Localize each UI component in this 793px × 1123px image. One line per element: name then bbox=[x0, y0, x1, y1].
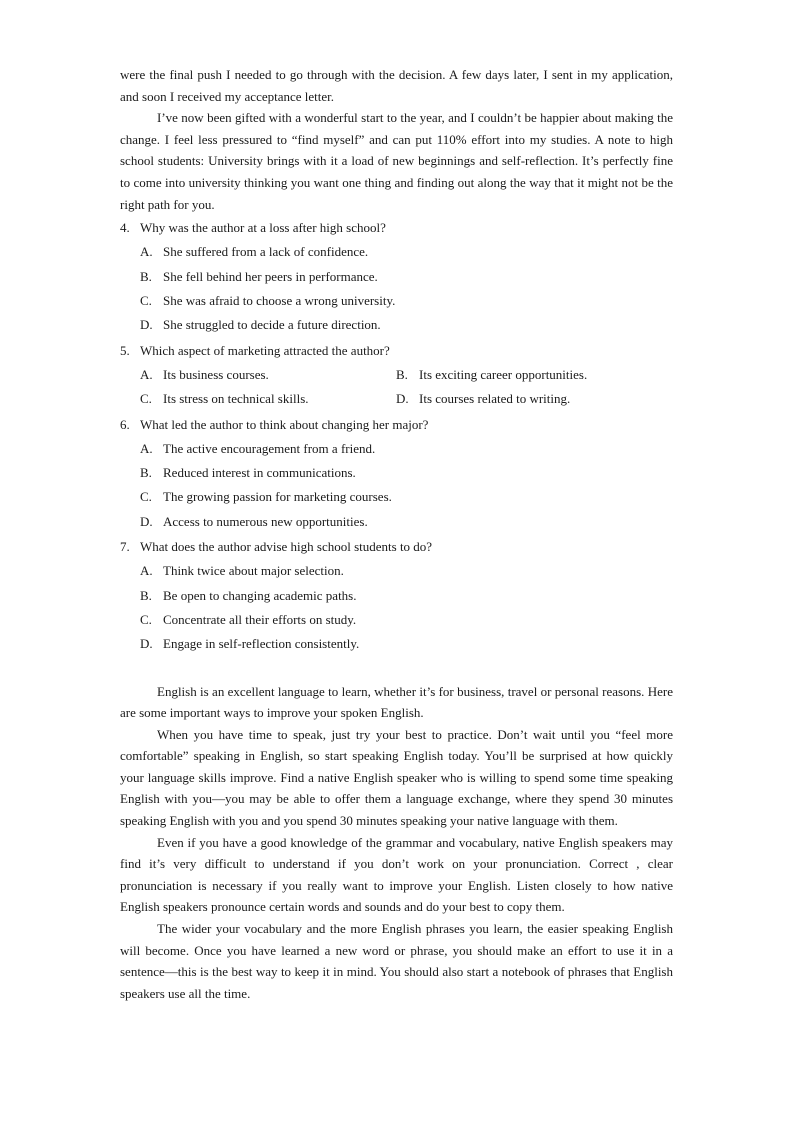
option-letter: C. bbox=[140, 391, 152, 407]
option-text: Its courses related to writing. bbox=[419, 391, 571, 407]
document-page bbox=[120, 64, 673, 1004]
option-row bbox=[120, 363, 673, 387]
option-text: The growing passion for marketing courses. bbox=[163, 489, 392, 505]
question-stem bbox=[120, 216, 673, 240]
option-text: She suffered from a lack of confidence. bbox=[163, 244, 369, 260]
question-number: 7. bbox=[120, 539, 130, 555]
passage2-paragraph: When you have time to speak, just try your best to practice. Don’t wait until you “feel more comfortable” speaking in English, so start speaking English today. You’ll be surprised at how quickly your language skills improve. Find a native English speaker who is willing to spend some time speaking English with you—you may be able to offer them a language exchange, where they spend 30 minutes speaking English with you and you spend 30 minutes speaking your native language with them. bbox=[120, 726, 673, 829]
question-6 bbox=[120, 413, 673, 534]
passage1-paragraph: I’ve now been gifted with a wonderful start to the year, and I couldn’t be happier about making the change. I feel less pressured to “find myself” and can put 110% effort into my studies. A note to high school students: University brings with it a load of new beginnings and self-reflection. It’s perfectly fine to come into university thinking you want one thing and finding out along the way that it might not be the right path for you. bbox=[120, 110, 673, 212]
option-a bbox=[120, 437, 673, 461]
option-text: She fell behind her peers in performance. bbox=[163, 268, 378, 284]
option-text: Its exciting career opportunities. bbox=[419, 366, 588, 382]
option-text: Reduced interest in communications. bbox=[163, 465, 356, 481]
section-spacer bbox=[120, 657, 673, 681]
question-5 bbox=[120, 339, 673, 412]
option-a bbox=[140, 363, 396, 387]
option-letter: A. bbox=[140, 366, 153, 382]
option-letter: B. bbox=[140, 587, 152, 603]
question-number: 4. bbox=[120, 220, 130, 236]
question-number: 5. bbox=[120, 342, 130, 358]
option-c bbox=[140, 387, 396, 411]
option-text: She was afraid to choose a wrong university. bbox=[163, 293, 396, 309]
option-d bbox=[120, 313, 673, 337]
option-row bbox=[120, 387, 673, 411]
option-b bbox=[120, 584, 673, 608]
option-letter: A. bbox=[140, 440, 153, 456]
option-b bbox=[120, 265, 673, 289]
option-text: Concentrate all their efforts on study. bbox=[163, 611, 357, 627]
option-letter: D. bbox=[140, 636, 153, 652]
question-number: 6. bbox=[120, 416, 130, 432]
option-letter: A. bbox=[140, 244, 153, 260]
passage2-paragraph: The wider your vocabulary and the more English phrases you learn, the easier speaking English will become. Once you have learned a new word or phrase, you should make an effort to use it in a sentence—this is the best way to keep it in mind. You should also start a notebook of phrases that English speakers use all the time. bbox=[120, 921, 673, 1001]
option-letter: B. bbox=[140, 465, 152, 481]
option-c bbox=[120, 485, 673, 509]
option-a bbox=[120, 559, 673, 583]
option-text: She struggled to decide a future direction. bbox=[163, 317, 381, 333]
option-letter: D. bbox=[140, 317, 153, 333]
option-b bbox=[120, 461, 673, 485]
question-text: What does the author advise high school students to do? bbox=[140, 539, 433, 555]
option-text: Think twice about major selection. bbox=[163, 563, 344, 579]
option-text: Be open to changing academic paths. bbox=[163, 587, 357, 603]
option-letter: D. bbox=[396, 391, 409, 407]
option-b bbox=[396, 363, 587, 387]
passage2-paragraph: Even if you have a good knowledge of the grammar and vocabulary, native English speakers may find it’s very difficult to understand if you don’t work on your pronunciation. Correct , clear pronunciation is necessary if you really want to improve your English. Listen closely to how native English speakers pronounce certain words and sounds and do your best to copy them. bbox=[120, 834, 673, 915]
option-a bbox=[120, 240, 673, 264]
question-4 bbox=[120, 216, 673, 337]
option-c bbox=[120, 289, 673, 313]
question-text: What led the author to think about changing her major? bbox=[140, 416, 429, 432]
option-letter: D. bbox=[140, 513, 153, 529]
question-7 bbox=[120, 535, 673, 656]
option-text: Its business courses. bbox=[163, 366, 269, 382]
question-text: Which aspect of marketing attracted the author? bbox=[140, 342, 390, 358]
question-stem bbox=[120, 535, 673, 559]
question-stem bbox=[120, 339, 673, 363]
option-letter: B. bbox=[396, 366, 408, 382]
option-letter: A. bbox=[140, 563, 153, 579]
passage2-paragraph: English is an excellent language to learn, whether it’s for business, travel or personal reasons. Here are some important ways to improve your spoken English. bbox=[120, 683, 673, 721]
option-d bbox=[120, 510, 673, 534]
option-letter: C. bbox=[140, 489, 152, 505]
option-d bbox=[396, 387, 570, 411]
option-text: Its stress on technical skills. bbox=[163, 391, 309, 407]
option-d bbox=[120, 632, 673, 656]
option-text: Engage in self-reflection consistently. bbox=[163, 636, 360, 652]
option-text: The active encouragement from a friend. bbox=[163, 440, 376, 456]
option-letter: C. bbox=[140, 611, 152, 627]
question-text: Why was the author at a loss after high school? bbox=[140, 220, 386, 236]
option-text: Access to numerous new opportunities. bbox=[163, 513, 368, 529]
passage1-paragraph: were the final push I needed to go through with the decision. A few days later, I sent in my application, and soon I received my acceptance letter. bbox=[120, 67, 673, 104]
option-letter: C. bbox=[140, 293, 152, 309]
question-stem bbox=[120, 413, 673, 437]
option-letter: B. bbox=[140, 268, 152, 284]
option-c bbox=[120, 608, 673, 632]
